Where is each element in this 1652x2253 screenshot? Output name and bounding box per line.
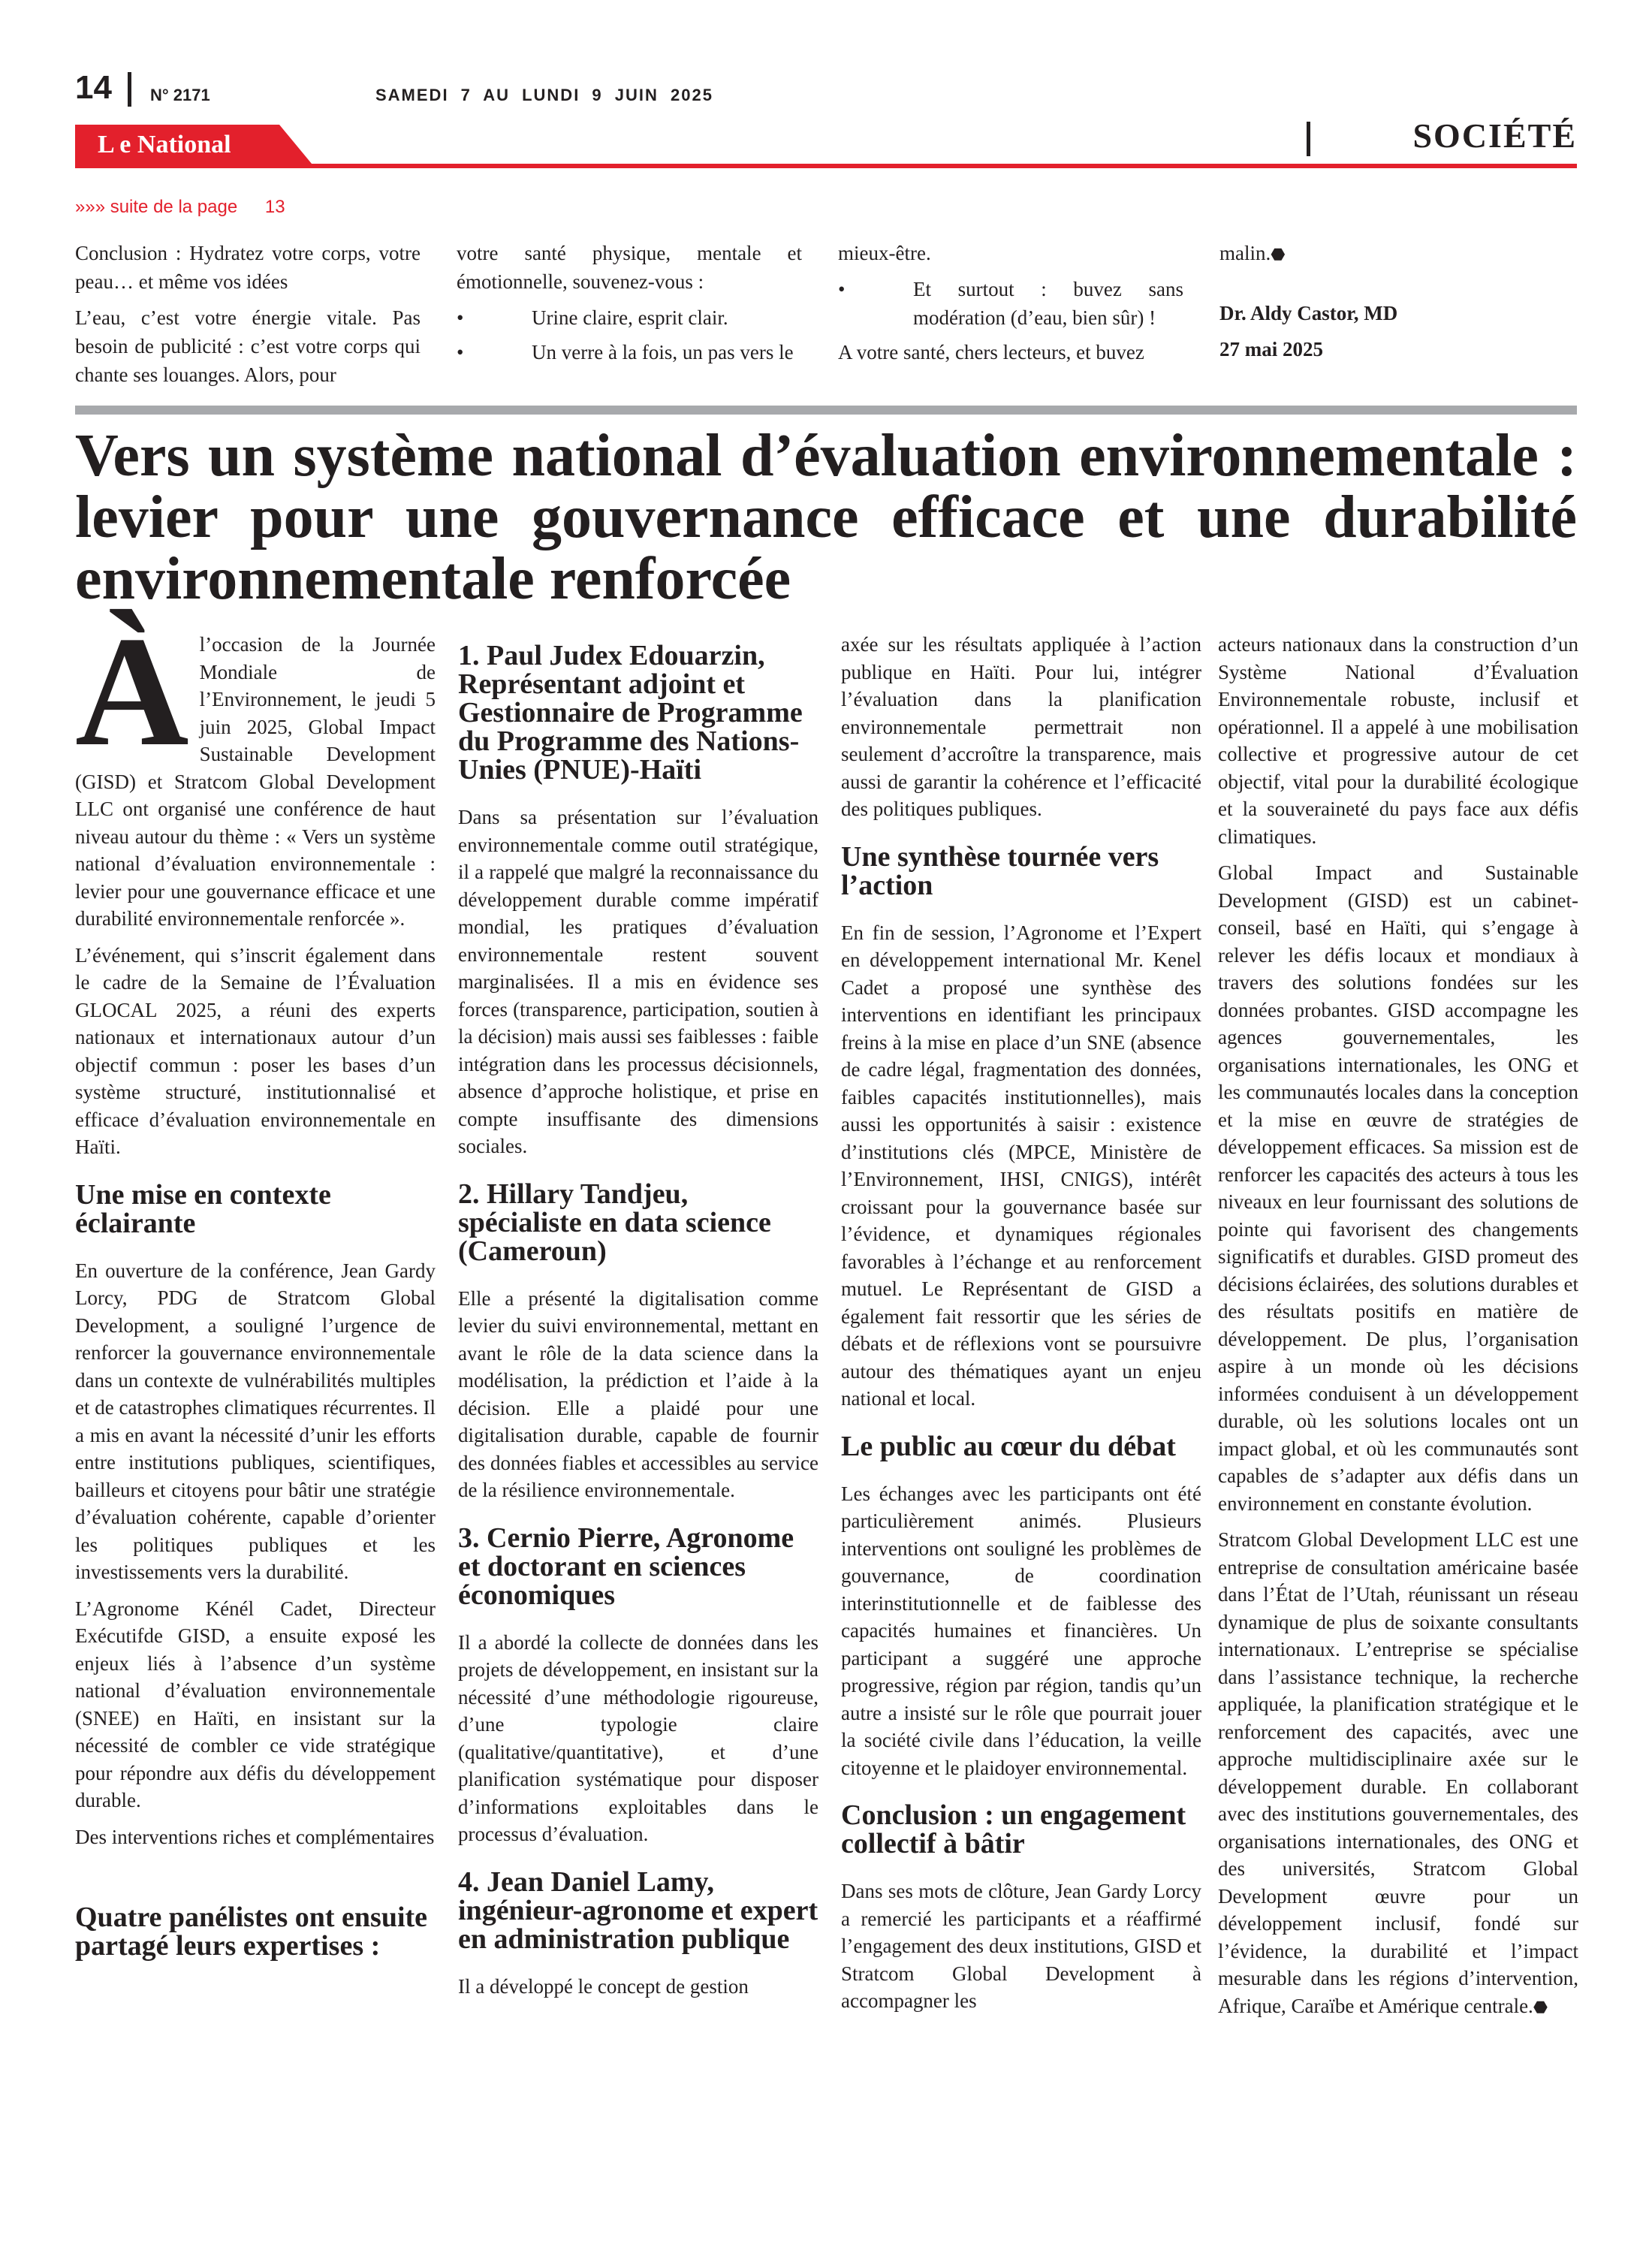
paragraph: L’Agronome Kénél Cadet, Directeur Exécutifde GISD, a ensuite exposé les enjeux liés à l’absence d’un système national d’évaluation environnementale (SNEE) en Haïti, en insistant sur la nécessité de combler ce vide stratégique pour répondre aux défis du développement durable. (75, 1597, 436, 1811)
subheading: 2. Hillary Tandjeu, spécialiste en data science (Cameroun) (458, 1178, 771, 1267)
subheading: Une mise en contexte éclairante (75, 1178, 331, 1239)
list-item: • Et surtout : buvez sans modération (d’eau, bien sûr) ! (838, 275, 1183, 332)
paragraph: axée sur les résultats appliquée à l’action publique en Haïti. Pour lui, intégrer l’évaluation dans la planification environnementale permettrait non seulement d’accroître la transparence, mais aussi de garantir la cohérence et l’efficacité des politiques publiques. (841, 633, 1201, 820)
page-header (75, 68, 1577, 113)
continued-label: »»» suite de la page (75, 197, 238, 217)
paragraph: L’eau, c’est votre énergie vitale. Pas besoin de publicité : c’est votre corps qui chante ses louanges. Alors, pour (75, 306, 421, 386)
paragraph (75, 605, 436, 933)
paragraph: A votre santé, chers lecteurs, et buvez (838, 341, 1144, 363)
subheading: 3. Cernio Pierre, Agronome et doctorant en sciences économiques (458, 1522, 794, 1611)
paragraph: Il a abordé la collecte de données dans les projets de développement, en insistant sur la nécessité d’une méthodologie rigoureuse, d’une typologie claire (qualitative/quantitative), et d’une planification systématique pour disposer d’informations exploitables dans le processus d’évaluation. (458, 1630, 818, 1845)
newspaper-logo: L e National (98, 131, 231, 158)
article-col-4 (1218, 631, 1578, 2208)
brand-band (75, 116, 1577, 168)
bullet-list (457, 303, 802, 366)
paragraph (1219, 239, 1565, 269)
author-date: 27 mai 2025 (1219, 338, 1323, 360)
paragraph: En ouverture de la conférence, Jean Gardy Lorcy, PDG de Stratcom Global Development, a souligné l’urgence de renforcer la gouvernance environnementale dans un contexte de vulnérabilités multiples et de catastrophes climatiques récurrentes. Il a mis en avant la nécessité d’unir les efforts entre institutions publiques, scientifiques, bailleurs et citoyens pour bâtir une stratégie d’évaluation cohérente, capable d’orienter les politiques publiques et les investissements vers la durabilité. (75, 1259, 436, 1583)
paragraph: Elle a présenté la digitalisation comme levier du suivi environnemental, mettant en avant le rôle de la data science dans la modélisation, la prédiction et l’aide à la décision. Elle a plaidé pour une digitalisation durable, capable de fournir des données fiables et accessibles au service de la résilience environnementale. (458, 1286, 818, 1501)
article-col-3 (841, 631, 1201, 2208)
paragraph: Il a développé le concept de gestion (458, 1974, 749, 1998)
author-name: Dr. Aldy Castor, MD (1219, 302, 1398, 324)
paragraph: Global Impact and Sustainable Development (GISD) est un cabinet-conseil, basé en Haïti, qui s’engage à relever les défis locaux et mondiaux à travers des solutions fondées sur les données probantes. GISD accompagne les agences gouvernementales, les organisations internationales, les ONG et les communautés locales dans la conception et la mise en œuvre de stratégies de développement efficaces. Sa mission est de renforcer les capacités des acteurs à tous les niveaux en leur fournissant des solutions de pointe qui favorisent des changements significatifs et durables. GISD promeut des décisions éclairées, des solutions durables et des résultats positifs en matière de développement. De plus, l’organisation aspire à un monde où les décisions informées conduisent à un développement durable, où les solutions locales ont un impact global, et où les communautés sont capables de s’adapter aux défis dans un environnement en constante évolution. (1218, 861, 1578, 1515)
paragraph (1218, 1526, 1578, 2021)
list-item: • Un verre à la fois, un pas vers le (457, 338, 802, 366)
end-mark-icon: ⬣ (1533, 1997, 1548, 2016)
closing-text: malin. (1219, 242, 1271, 264)
paragraph: Des interventions riches et complémentaires (75, 1825, 435, 1848)
lead-text: l’occasion de la Journée Mondiale de l’Environnement, le jeudi 5 juin 2025, Global Impact Sustainable Development (GISD) et Stratcom Global Development LLC ont organisé une conférence de haut niveau autour du thème : « Vers un système national d’évaluation environnementale : levier pour une gouvernance efficace et une durabilité environnementale renforcée ». (75, 633, 436, 930)
subheading: 1. Paul Judex Edouarzin, Représentant adjoint et Gestionnaire de Programme du Programme des Nations-Unies (PNUE)-Haïti (458, 640, 803, 786)
drop-cap: À (75, 605, 189, 779)
continued-from-note (75, 197, 285, 218)
paragraph: L’événement, qui s’inscrit également dans le cadre de la Semaine de l’Évaluation GLOCAL 2025, a réuni des experts nationaux et internationaux autour d’un objectif commun : poser les bases d’un système structuré, institutionnalisé et efficace d’évaluation environnementale en Haïti. (75, 943, 436, 1158)
end-mark-icon: ⬣ (1271, 245, 1286, 264)
article-headline: Vers un système national d’évaluation environnementale : levier pour une gouvernance efficace et une durabilité environnementale renforcée (75, 423, 1577, 612)
continued-page: 13 (264, 197, 285, 217)
paragraph: Dans ses mots de clôture, Jean Gardy Lorcy a remercié les participants et a réaffirmé l’engagement des deux institutions, GISD et Stratcom Global Development à accompagner les (841, 1880, 1201, 2012)
section-title: SOCIÉTÉ (1412, 116, 1577, 155)
section-divider (1307, 122, 1310, 156)
issue-date: SAMEDI 7 AU LUNDI 9 JUIN 2025 (375, 86, 713, 104)
paragraph: En fin de session, l’Agronome et l’Expert en développement international Mr. Kenel Cadet a proposé une synthèse des interventions en identifiant les principaux freins à la mise en place d’un SNE (absence de cadre légal, fragmentation des données, faibles capacités institutionnelles), mais aussi les opportunités à saisir : existence d’institutions clés (MPCE, Ministère de l’Environnement, IHSI, CNIGS), intérêt croissant pour la gouvernance basée sur l’évidence, et dynamiques régionales favorables à l’échange et au renforcement mutuel. Le Représentant de GISD a également fait ressortir que les séries de débats et de réflexions vont se poursuivre autour des thématiques ayant un enjeu national et local. (841, 921, 1201, 1410)
continuation-col-2 (457, 239, 802, 372)
article-col-2 (458, 631, 818, 2208)
continuation-col-1 (75, 239, 421, 397)
paragraph: Dans sa présentation sur l’évaluation environnementale comme outil stratégique, il a rappelé que malgré la reconnaissance du développement durable comme impératif mondial, les pratiques d’évaluation environnementale restent souvent marginalisées. Il a mis en évidence ses forces (transparence, participation, soutien à la décision) mais aussi ses faiblesses : faible intégration dans les processus décisionnels, absence d’approche holistique, et prise en compte insuffisante des dimensions sociales. (458, 806, 818, 1157)
subheading: Le public au cœur du débat (841, 1430, 1176, 1462)
bullet-list (838, 275, 1183, 332)
page-number: 14 (75, 69, 112, 106)
issue-number: N° 2171 (150, 86, 210, 104)
list-item: • Urine claire, esprit clair. (457, 303, 802, 332)
subheading: Quatre panélistes ont ensuite partagé leurs expertises : (75, 1902, 428, 1962)
article-col-1 (75, 605, 436, 2208)
paragraph: Conclusion : Hydratez votre corps, votre peau… et même vos idées (75, 242, 421, 293)
paragraph: mieux-être. (838, 242, 931, 264)
paragraph: Les échanges avec les participants ont été particulièrement animés. Plusieurs interventions ont souligné les problèmes de gouvernance, de coordination interinstitutionnelle et de faiblesse des capacités humaines et financières. Un participant a suggéré une approche progressive, région par région, tandis qu’un autre a insisté sur le rôle que pourrait jouer la société civile dans l’éducation, la veille citoyenne et le plaidoyer environnemental. (841, 1482, 1201, 1779)
section-separator (75, 406, 1577, 415)
continuation-col-4 (1219, 239, 1565, 371)
continuation-col-3 (838, 239, 1183, 374)
subheading: 4. Jean Daniel Lamy, ingénieur-agronome et expert en administration publique (458, 1865, 818, 1955)
paragraph: acteurs nationaux dans la construction d’un Système National d’Évaluation Environnementale robuste, inclusif et opérationnel. Il a appelé à une mobilisation collective et progressive autour de cet objectif, vital pour la durabilité écologique et la souveraineté du pays face aux défis climatiques. (1218, 633, 1578, 848)
header-divider (128, 72, 131, 107)
brand-rule (75, 164, 1577, 168)
subheading: Une synthèse tournée vers l’action (841, 840, 1159, 901)
closing-paragraph-text: Stratcom Global Development LLC est une entreprise de consultation américaine basée dans l’État de l’Utah, réunissant un réseau dynamique de plus de soixante consultants internationaux. L’entreprise se spécialise dans l’assistance technique, la recherche appliquée, la planification stratégique et le renforcement des capacités, avec une approche multidisciplinaire axée sur le développement durable. En collaborant avec des institutions gouvernementales, des organisations internationales, des ONG et des universités, Stratcom Global Development œuvre pour un développement inclusif, fondé sur l’évidence, la durabilité et l’impact mesurable dans les régions d’intervention, Afrique, Caraïbe et Amérique centrale. (1218, 1528, 1578, 2017)
paragraph: votre santé physique, mentale et émotionnelle, souvenez-vous : (457, 242, 802, 293)
subheading: Conclusion : un engagement collectif à bâtir (841, 1799, 1186, 1859)
